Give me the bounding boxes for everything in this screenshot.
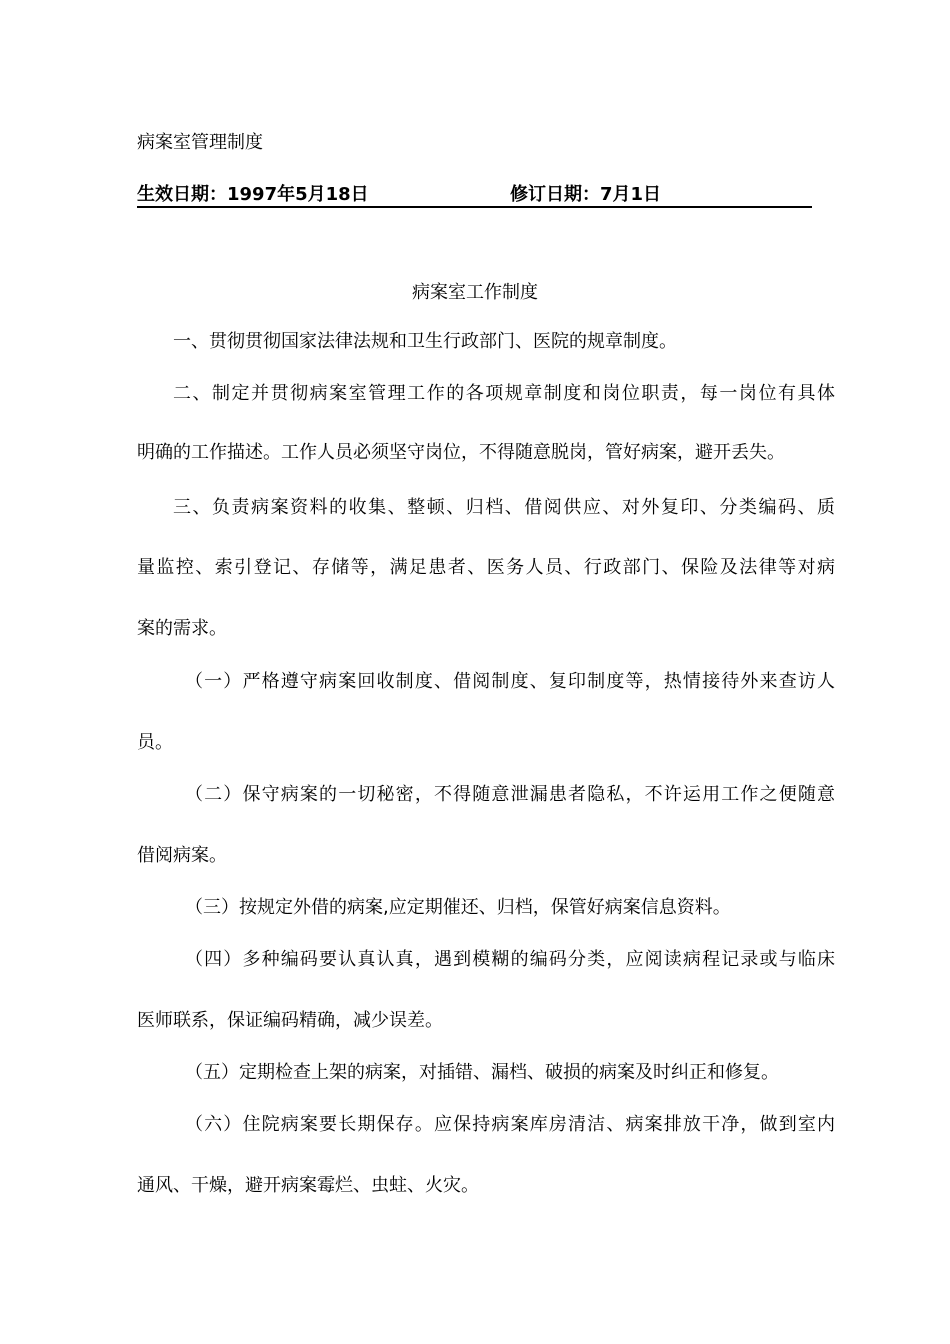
paragraph-line: 借阅病案。 — [137, 845, 227, 866]
paragraph-line: 明确的工作描述。工作人员必须坚守岗位，不得随意脱岗，管好病案，避开丢失。 — [137, 442, 785, 463]
paragraph-line: （一）严格遵守病案回收制度、借阅制度、复印制度等，热情接待外来查访人 — [185, 671, 835, 692]
paragraph-line: 案的需求。 — [137, 618, 227, 639]
document-title: 病案室管理制度 — [137, 132, 263, 153]
paragraph-line: 医师联系，保证编码精确，减少误差。 — [137, 1010, 443, 1031]
paragraph-line: （六）住院病案要长期保存。应保持病案库房清洁、病案排放干净，做到室内 — [185, 1114, 835, 1135]
paragraph-line: 三、负责病案资料的收集、整顿、归档、借阅供应、对外复印、分类编码、质 — [173, 497, 835, 518]
paragraph-line: 二、制定并贯彻病案室管理工作的各项规章制度和岗位职责，每一岗位有具体 — [173, 383, 835, 404]
paragraph-line: 员。 — [137, 732, 173, 753]
paragraph-line: 通风、干燥，避开病案霉烂、虫蛀、火灾。 — [137, 1175, 479, 1196]
section-title: 病案室工作制度 — [412, 282, 538, 303]
paragraph-line: 量监控、索引登记、存储等，满足患者、医务人员、行政部门、保险及法律等对病 — [137, 557, 835, 578]
paragraph-line: （三）按规定外借的病案,应定期催还、归档，保管好病案信息资料。 — [185, 897, 731, 918]
paragraph-line: （四）多种编码要认真认真，遇到模糊的编码分类，应阅读病程记录或与临床 — [185, 949, 835, 970]
paragraph-line: （二）保守病案的一切秘密，不得随意泄漏患者隐私，不许运用工作之便随意 — [185, 784, 835, 805]
revised-date: 修订日期：7月1日 — [510, 184, 662, 205]
effective-date: 生效日期：1997年5月18日 — [137, 184, 369, 205]
paragraph-line: （五）定期检查上架的病案，对插错、漏档、破损的病案及时纠正和修复。 — [185, 1062, 779, 1083]
dates-row — [137, 180, 812, 208]
paragraph-line: 一、贯彻贯彻国家法律法规和卫生行政部门、医院的规章制度。 — [173, 331, 677, 352]
